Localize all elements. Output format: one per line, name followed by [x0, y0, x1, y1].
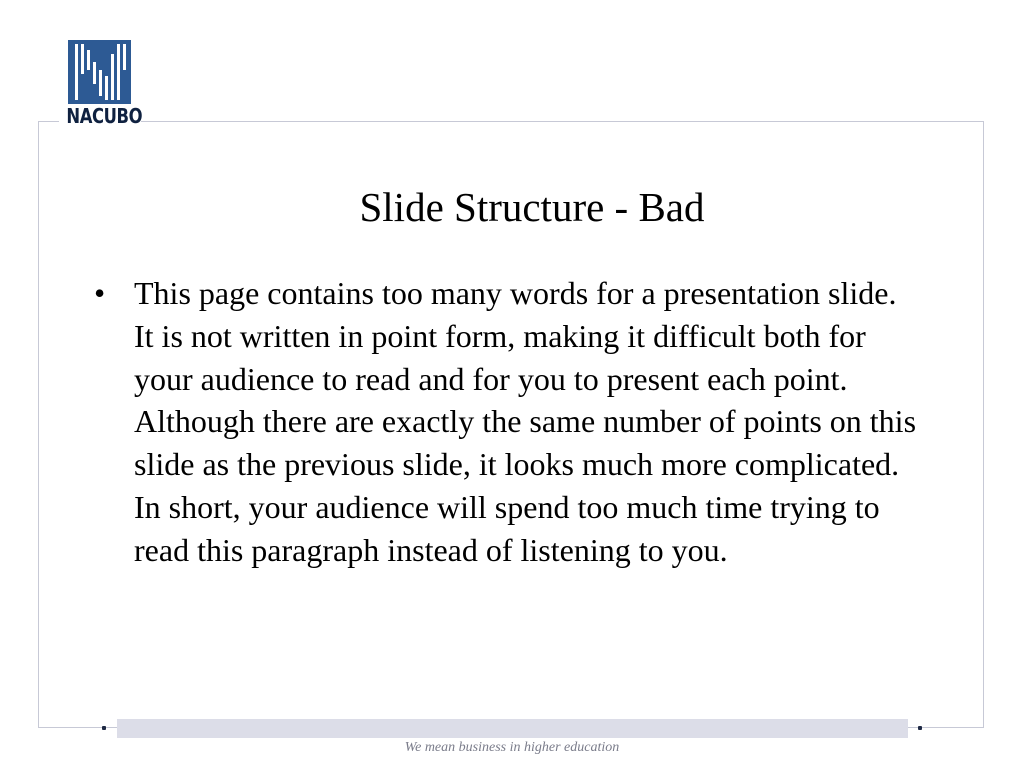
footer-left-dot-icon — [102, 726, 106, 730]
footer-bar — [117, 719, 908, 738]
slide-title: Slide Structure - Bad — [359, 184, 705, 230]
nacubo-logo-mark-icon — [68, 40, 131, 104]
footer-right-dot-icon — [918, 726, 922, 730]
logo-wordmark: NACUBO — [66, 104, 143, 128]
bullet-text: This page contains too many words for a presentation slide. It is not written in point form, making it difficult both for your audience to read and for you to present each point. Although there are exactly the same number of points on this slide as the previous slide, it looks much more complicated. In short, your audience will spend too much time trying to read this paragraph instead of listening to you. — [134, 275, 917, 568]
nacubo-logo — [59, 40, 141, 132]
footer-tagline: We mean business in higher education — [404, 740, 620, 755]
bullet-item — [94, 272, 934, 572]
slide-body — [94, 272, 934, 572]
bullet-icon: • — [94, 275, 106, 311]
